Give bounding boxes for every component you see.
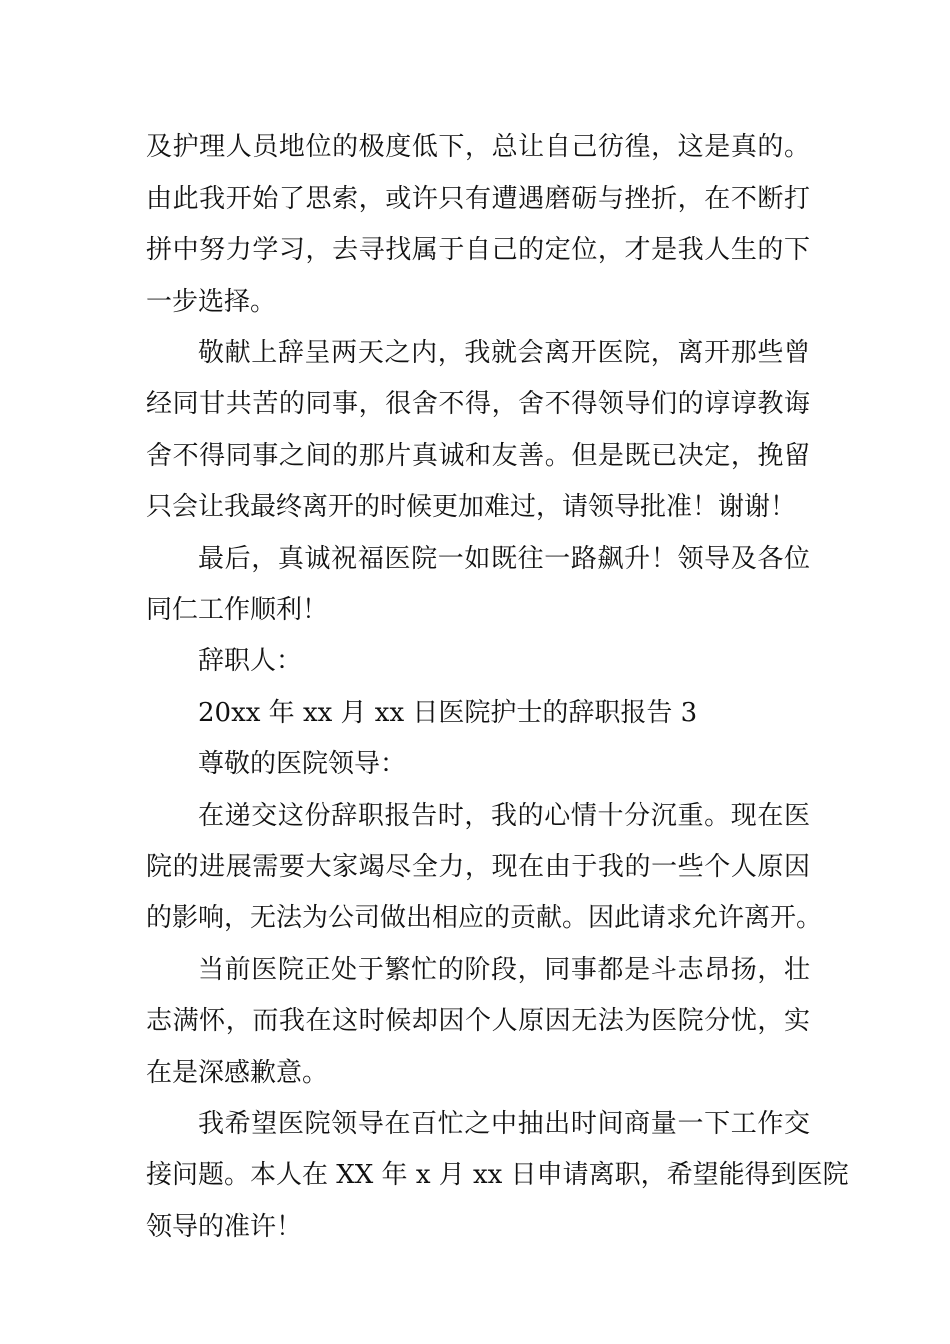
salutation: 尊敬的医院领导： [198,749,407,779]
report-heading: 20xx 年 xx 月 xx 日医院护士的辞职报告 3 [198,698,698,728]
text-line: 一步选择。 [146,287,277,317]
text-line: 领导的准许！ [146,1212,303,1242]
paragraph-first-line: 当前医院正处于繁忙的阶段，同事都是斗志昂扬，壮 [198,955,810,985]
paragraph-first-line: 敬献上辞呈两天之内，我就会离开医院，离开那些曾 [198,338,810,368]
text-line: 院的进展需要大家竭尽全力，现在由于我的一些个人原因 [146,852,810,882]
text-line: 由此我开始了思索，或许只有遭遇磨砺与挫折，在不断打 [146,184,810,214]
text-line: 同仁工作顺利！ [146,595,329,625]
text-line: 的影响，无法为公司做出相应的贡献。因此请求允许离开。 [146,903,823,933]
paragraph-first-line: 最后，真诚祝福医院一如既往一路飙升！领导及各位 [198,544,810,574]
text-line: 只会让我最终离开的时候更加难过，请领导批准！谢谢！ [146,492,797,522]
paragraph-first-line: 在递交这份辞职报告时，我的心情十分沉重。现在医 [198,801,810,831]
text-line: 志满怀，而我在这时候却因个人原因无法为医院分忧，实 [146,1006,810,1036]
signature-label: 辞职人： [198,646,303,676]
paragraph-first-line: 我希望医院领导在百忙之中抽出时间商量一下工作交 [198,1109,810,1139]
text-line: 经同甘共苦的同事，很舍不得，舍不得领导们的谆谆教诲 [146,389,810,419]
text-line: 及护理人员地位的极度低下，总让自己彷徨，这是真的。 [146,132,810,162]
text-line: 在是深感歉意。 [146,1058,329,1088]
text-line: 拼中努力学习，去寻找属于自己的定位，才是我人生的下 [146,235,810,265]
text-line: 接问题。本人在 XX 年 x 月 xx 日申请离职，希望能得到医院 [146,1160,849,1190]
text-line: 舍不得同事之间的那片真诚和友善。但是既已决定，挽留 [146,441,810,471]
